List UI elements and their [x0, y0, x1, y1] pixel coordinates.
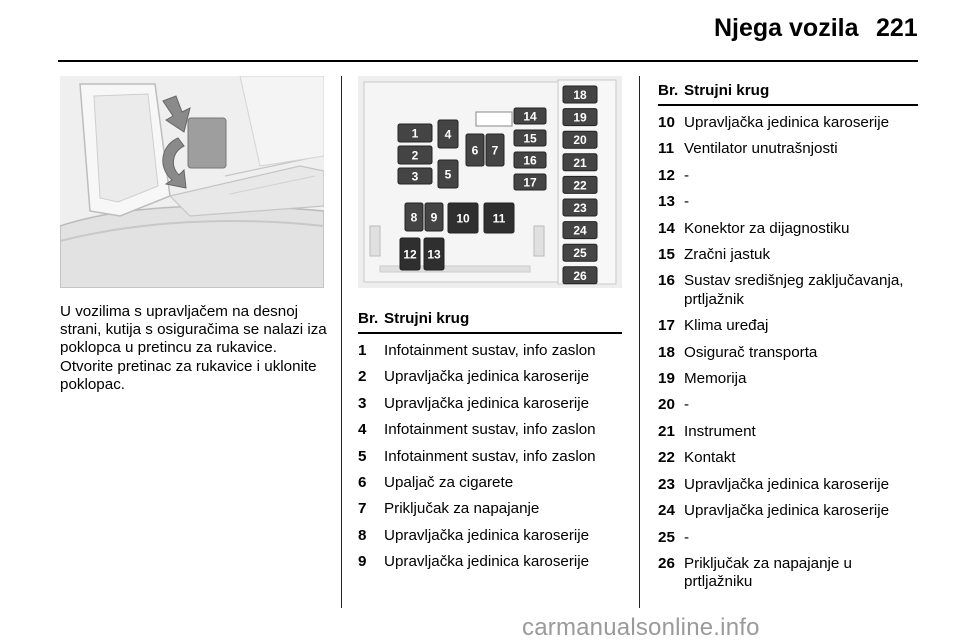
table-row [358, 474, 622, 492]
table-row [658, 502, 918, 520]
table-row [358, 368, 622, 386]
table-row [358, 421, 622, 439]
table-row [658, 220, 918, 238]
table-row [358, 500, 622, 518]
fuse-number: 6 [358, 474, 367, 492]
intro-paragraph: U vozilima s upravljačem na desnoj strani, kutija s osiguračima se nalazi iza poklopca u pretincu za rukavice. Otvorite pretinac za rukavice i uklonite poklopac. [60, 303, 327, 393]
fuse-circuit: Upaljač za cigarete [384, 474, 514, 492]
fuse-number: 3 [358, 394, 367, 412]
fuse-label: 22 [573, 178, 587, 193]
fuse-label: 10 [456, 211, 470, 226]
fuse-label: 20 [573, 133, 587, 148]
fuse-number: 4 [358, 421, 367, 439]
fuse-number: 16 [658, 272, 675, 290]
fuse-1 [398, 124, 432, 142]
fuse-circuit: - [684, 396, 690, 414]
fuse-circuit: Infotainment sustav, info zaslon [384, 342, 596, 359]
fuse-14 [514, 108, 546, 124]
fuse-label: 19 [573, 110, 587, 125]
table-row [358, 553, 622, 571]
fuse-19 [563, 109, 597, 126]
fuse-label: 6 [471, 143, 479, 158]
table-row [658, 423, 918, 441]
fuse-box-diagram [358, 76, 622, 288]
fuse-13 [424, 238, 444, 270]
table-row [658, 272, 918, 309]
fuse-number: 11 [658, 140, 675, 158]
table-row [358, 527, 622, 545]
fuse-number: 23 [658, 475, 675, 493]
fuse-circuit: - [684, 528, 690, 546]
fuse-circuit: Upravljačka jedinica karoserije [384, 368, 590, 386]
fuse-2 [398, 146, 432, 164]
fuse-circuit: Infotainment sustav, info zaslon [384, 421, 596, 439]
fuse-label: 15 [523, 131, 537, 146]
fuse-23 [563, 199, 597, 216]
table-row [658, 344, 918, 362]
header-circuit: Strujni krug [684, 82, 770, 99]
fuse-number: 13 [658, 193, 675, 211]
fuse-number: 10 [658, 114, 675, 131]
table-row [658, 167, 918, 185]
fuse-table-right [658, 82, 918, 592]
fuse-6 [466, 134, 484, 166]
fuse-11 [484, 203, 514, 233]
fuse-label: 26 [573, 268, 587, 283]
glovebox-illustration [60, 76, 324, 288]
table-row [658, 396, 918, 414]
page-title: Njega vozila [714, 14, 859, 42]
column-divider-1 [341, 76, 342, 608]
fuse-circuit: Infotainment sustav, info zaslon [384, 447, 596, 465]
fuse-number: 21 [658, 422, 675, 440]
table-row [658, 555, 918, 592]
fuse-number: 22 [658, 449, 675, 467]
fuse-circuit: - [684, 166, 690, 184]
fuse-24 [563, 222, 597, 239]
fuse-label: 18 [573, 88, 587, 102]
header-number: Br. [358, 310, 379, 327]
table-header [358, 310, 622, 334]
fuse-15 [514, 130, 546, 146]
fuse-circuit: Upravljačka jedinica karoserije [684, 475, 890, 493]
fuse-box-drawing [358, 76, 622, 288]
fuse-label: 11 [492, 211, 506, 226]
fuse-4 [438, 120, 458, 148]
fuse-number: 14 [658, 219, 675, 237]
fuse-17 [514, 174, 546, 190]
header-number: Br. [658, 82, 679, 99]
fuse-number: 19 [658, 370, 675, 388]
fuse-number: 1 [358, 342, 367, 359]
fuse-number: 24 [658, 502, 675, 520]
fuse-circuit: Instrument [684, 422, 756, 440]
fuse-3 [398, 168, 432, 184]
fuse-circuit: - [684, 193, 690, 211]
table-row [658, 246, 918, 264]
fuse-circuit: Priključak za napajanje u prtljažniku [684, 554, 853, 591]
fuse-circuit: Osigurač transporta [684, 343, 818, 361]
fuse-circuit: Upravljačka jedinica karoserije [384, 526, 590, 544]
fuse-circuit: Upravljačka jedinica karoserije [384, 394, 590, 412]
fuse-number: 9 [358, 553, 367, 571]
fuse-circuit: Upravljačka jedinica karoserije [684, 114, 890, 131]
header-rule [58, 60, 918, 62]
fuse-7 [486, 134, 504, 166]
fuse-label: 8 [410, 210, 418, 225]
fuse-10 [448, 203, 478, 233]
fuse-16 [514, 152, 546, 168]
table-row [658, 193, 918, 211]
fuse-circuit: Zračni jastuk [684, 246, 771, 264]
fuse-label: 5 [444, 167, 452, 182]
fuse-label: 14 [523, 109, 537, 124]
fuse-18 [563, 86, 597, 103]
fuse-label: 1 [411, 126, 419, 141]
fuse-label: 3 [411, 169, 419, 184]
fuse-label: 9 [430, 210, 438, 225]
glovebox-drawing [60, 76, 324, 288]
table-row [658, 114, 918, 132]
fuse-circuit: Priključak za napajanje [384, 500, 540, 518]
fuse-label: 2 [411, 148, 419, 163]
fuse-circuit: Sustav središnjeg zaključavanja, prtljažnik [684, 272, 904, 308]
table-row [658, 476, 918, 494]
fuse-circuit: Kontakt [684, 449, 736, 467]
fuse-table-left [358, 310, 622, 572]
column-divider-2 [639, 76, 640, 608]
fuse-9 [425, 203, 443, 231]
fuse-number: 5 [358, 447, 367, 465]
table-row [658, 529, 918, 547]
table-row [358, 342, 622, 360]
fuse-label: 7 [491, 143, 499, 158]
table-header [658, 82, 918, 106]
fuse-21 [563, 154, 597, 171]
fuse-number: 25 [658, 528, 675, 546]
fuse-number: 17 [658, 317, 675, 335]
fuse-22 [563, 176, 597, 193]
fuse-25 [563, 244, 597, 261]
fuse-label: 12 [403, 247, 417, 262]
fuse-label: 21 [573, 155, 587, 170]
fuse-circuit: Upravljačka jedinica karoserije [684, 502, 890, 520]
fuse-26 [563, 267, 597, 284]
fuse-label: 17 [523, 175, 537, 190]
fuse-number: 8 [358, 526, 367, 544]
fuse-number: 26 [658, 554, 675, 572]
table-row [358, 448, 622, 466]
fuse-circuit: Memorija [684, 370, 747, 388]
fuse-number: 15 [658, 246, 675, 264]
table-row [358, 395, 622, 413]
fuse-5 [438, 160, 458, 188]
fuse-label: 23 [573, 201, 587, 215]
fuse-number: 18 [658, 343, 675, 361]
table-row [658, 370, 918, 388]
fuse-label: 25 [573, 246, 587, 261]
table-row [658, 317, 918, 335]
fuse-label: 24 [573, 223, 587, 238]
watermark: carmanualsonline.info [522, 614, 760, 641]
fuse-20 [563, 131, 597, 148]
fuse-circuit: Konektor za dijagnostiku [684, 219, 850, 237]
fuse-8 [405, 203, 423, 231]
table-row [658, 449, 918, 467]
fuse-label: 16 [523, 153, 537, 168]
fuse-circuit: Upravljačka jedinica karoserije [384, 553, 590, 571]
page-number: 221 [876, 14, 918, 42]
fuse-circuit: Ventilator unutrašnjosti [684, 140, 838, 158]
table-row [658, 140, 918, 158]
fuse-number: 2 [358, 368, 367, 386]
header-circuit: Strujni krug [384, 310, 470, 327]
fuse-number: 12 [658, 166, 675, 184]
fuse-label: 13 [427, 247, 441, 262]
fuse-number: 7 [358, 500, 367, 518]
fuse-circuit: Klima uređaj [684, 317, 769, 335]
fuse-number: 20 [658, 396, 675, 414]
fuse-label: 4 [444, 127, 452, 142]
fuse-12 [400, 238, 420, 270]
